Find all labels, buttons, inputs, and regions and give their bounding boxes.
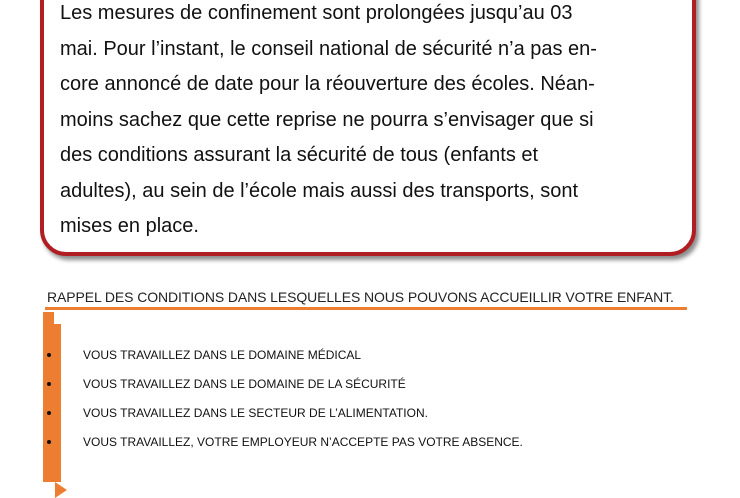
list-item-text: VOUS TRAVAILLEZ DANS LE DOMAINE MÉDICAL (83, 348, 362, 362)
list-item-text: VOUS TRAVAILLEZ, VOTRE EMPLOYEUR N’ACCEPTE PAS VOTRE ABSENCE. (83, 435, 523, 449)
notice-line: adultes), au sein de l’école mais aussi des transports, sont (60, 179, 579, 202)
notice-line: Les mesures de confinement sont prolongées jusqu’au 03 (60, 2, 573, 24)
notice-line: core annoncé de date pour la réouverture des écoles. Néan- (60, 73, 595, 95)
bullet-icon (47, 411, 51, 415)
section-heading: RAPPEL DES CONDITIONS DANS LESQUELLES NOUS POUVONS ACCUEILLIR VOTRE ENFANT. (47, 289, 674, 305)
bullet-icon (47, 353, 51, 357)
notice-line: moins sachez que cette reprise ne pourra s’envisager que si (60, 108, 594, 131)
list-item-text: VOUS TRAVAILLEZ DANS LE DOMAINE DE LA SÉCURITÉ (83, 377, 406, 391)
notice-line: des conditions assurant la sécurité de tous (enfants et (60, 144, 539, 166)
accent-side-bar (43, 312, 61, 482)
accent-arrow-icon (55, 482, 67, 498)
notice-paragraph (60, 0, 680, 245)
bullet-icon (47, 382, 51, 386)
notice-line: mises en place. (60, 215, 199, 237)
accent-side-bar-notch (54, 312, 61, 324)
list-item-text: VOUS TRAVAILLEZ DANS LE SECTEUR DE L’ALIMENTATION. (83, 406, 428, 420)
heading-underline (45, 307, 687, 310)
bullet-icon (47, 440, 51, 444)
notice-line: mai. Pour l’instant, le conseil national de sécurité n’a pas en- (60, 37, 597, 60)
